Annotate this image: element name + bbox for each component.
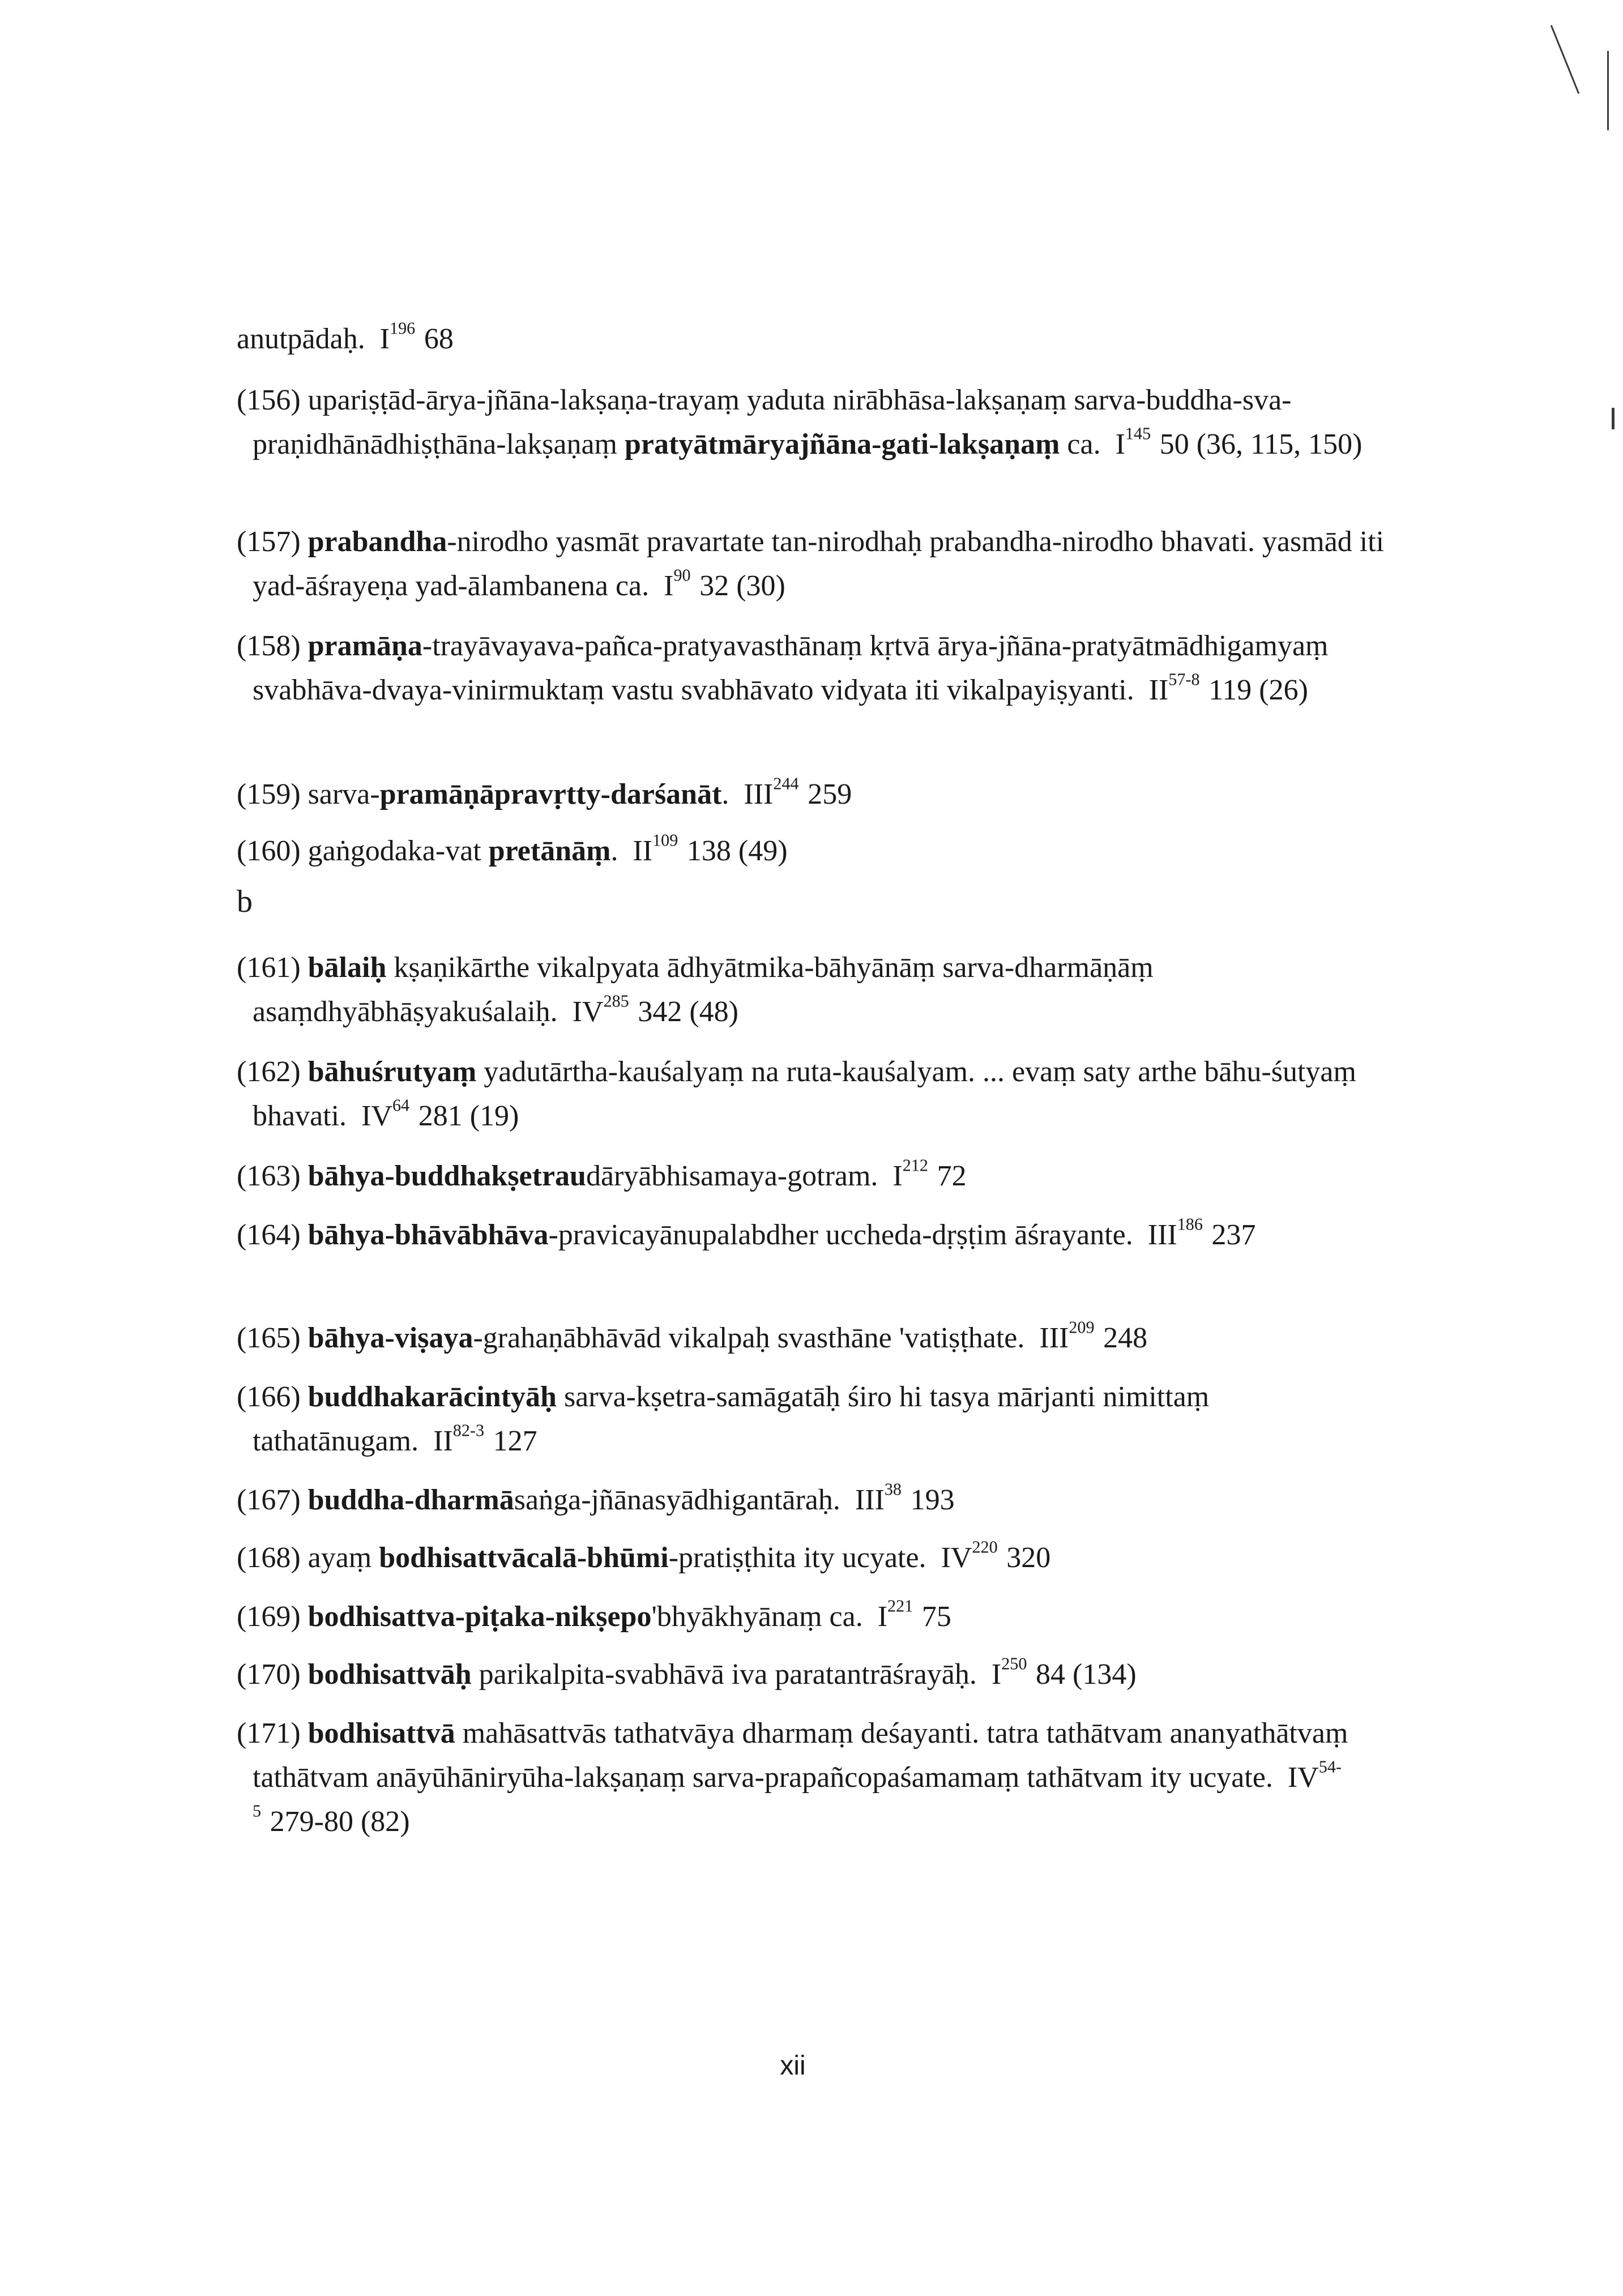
entry-text: -grahaṇābhāvād vikalpaḥ svasthāne 'vatiṣṭhate. [473,1322,1025,1354]
entry-headword: pramāṇa [307,630,422,662]
entry-number: (171) [237,1717,301,1749]
entry-headword: bāhya-viṣaya [307,1322,473,1354]
entry-158 [237,624,1385,712]
entry-headword: pratyātmāryajñāna-gati-lakṣaṇaṃ [624,428,1060,460]
entry-headword: bālaiḥ [307,951,387,984]
entry-159 [237,773,1385,817]
reference: II$^{109}$ 138 (49) [633,830,788,867]
entry-number: (157) [237,526,301,558]
entry-number: (162) [237,1056,301,1088]
entry-number: (170) [237,1658,301,1691]
entry-headword: prabandha [307,526,447,558]
entry-headword: buddhakarācintyāḥ [307,1381,557,1413]
entry-number: (169) [237,1601,301,1633]
entry-headword: bāhya-buddhakṣetrau [307,1160,586,1192]
entry-number: (159) [237,778,301,810]
entry-171 [237,1712,1385,1844]
entry-162 [237,1050,1385,1138]
page-number: xii [780,2051,806,2081]
entry-text: upariṣṭād-ārya-jñāna-lakṣaṇa-trayaṃ yaduta nirābhāsa-lakṣaṇaṃ sarva-buddha-sva-praṇidhānādhiṣṭhāna-lakṣaṇaṃ [253,384,1292,460]
entry-165 [237,1316,1385,1360]
reference: III$^{244}$ 259 [744,774,852,810]
entry-text: 'bhyākhyānaṃ ca. [651,1601,863,1633]
reference: IV$^{54-5}$ 279-80 (82) [253,1757,1342,1838]
entry-text: -nirodho yasmāt pravartate tan-nirodhaḥ prabandha-nirodho bhavati. yasmād iti yad-āśrayeṇa yad-ālambanena ca. [253,526,1385,602]
entry-text: . [721,778,729,810]
entry-156 [237,378,1385,467]
reference: $I^{212}$ 72 [892,1155,967,1192]
entry-text: -trayāvayava-pañca-pratyavasthānaṃ kṛtvā ārya-jñāna-pratyātmādhigamyaṃ svabhāva-dvaya-vinirmuktaṃ vastu svabhāvato vidyata iti vikalpayiṣyanti. [253,630,1329,706]
entry-number: (166) [237,1381,301,1413]
reference: $I^{250}$ 84 (134) [991,1654,1137,1691]
entry-text: . [610,835,618,867]
entry-number: (161) [237,951,301,984]
reference: II$^{82-3}$ 127 [433,1420,537,1457]
entry-text: ayaṃ [307,1542,372,1574]
entry-text: ca. [1067,428,1101,460]
entry-text: mahāsattvās tathatvāya dharmaṃ deśayanti. tatra tathātvam ananyathātvaṃ tathātvam anāyūhāniryūha-lakṣaṇaṃ sarva-prapañcopaśamamaṃ tathātvam ity ucyate. [253,1717,1348,1794]
entry-170 [237,1653,1385,1697]
entry-headword: bodhisattvācalā-bhūmi [379,1542,669,1574]
entry-169 [237,1595,1385,1639]
entry-number: (160) [237,835,301,867]
entry-text: sarva- [307,778,380,810]
reference: III$^{209}$ 248 [1039,1317,1148,1354]
entry-text: sarva-kṣetra-samāgatāḥ śiro hi tasya mārjanti nimittaṃ tathatānugam. [253,1381,1210,1457]
entry-headword: buddha-dharmā [307,1484,514,1516]
entry-number: (164) [237,1219,301,1251]
scan-edge-line [1551,25,1579,94]
entry-160 [237,829,1385,873]
reference: $I^{196}$ 68 [379,318,454,355]
entry-text: yadutārtha-kauśalyaṃ na ruta-kauśalyam. ... evaṃ saty arthe bāhu-śutyaṃ bhavati. [253,1056,1356,1132]
entry-161 [237,946,1385,1034]
entry-text: gaṅgodaka-vat [307,835,481,867]
entry-number: (163) [237,1160,301,1192]
entry-text: dāryābhisamaya-gotram. [586,1160,878,1192]
entry-headword: bodhisattva-piṭaka-nikṣepo [307,1601,652,1633]
entry-text: saṅga-jñānasyādhigantāraḥ. [514,1484,840,1516]
reference: $I^{221}$ 75 [877,1596,951,1633]
entry-headword: pretānāṃ [488,835,611,867]
reference: IV$^{64}$ 281 (19) [361,1095,519,1132]
scan-edge-mark [1612,408,1615,429]
entry-166 [237,1375,1385,1463]
reference: $I^{90}$ 32 (30) [664,565,785,602]
entry-text: anutpādaḥ. [237,323,365,355]
entry-headword: bāhuśrutyaṃ [307,1056,477,1088]
entry-number: (168) [237,1542,301,1574]
entry-headword: pramāṇāpravṛtty-darśanāt [379,778,722,810]
entry-164 [237,1213,1385,1257]
reference: II$^{57-8}$ 119 (26) [1148,669,1308,706]
entry-number: (165) [237,1322,301,1354]
entry-157 [237,520,1385,608]
scan-edge-line [1607,51,1609,130]
entry-headword: bodhisattvā [307,1717,455,1749]
entry-number: (167) [237,1484,301,1516]
entry-text: -pratiṣṭhita ity ucyate. [668,1542,926,1574]
reference: III$^{38}$ 193 [855,1479,955,1516]
entry-headword: bāhya-bhāvābhāva [307,1219,549,1251]
entry-headword: bodhisattvāḥ [307,1658,472,1691]
section-letter: b [237,884,253,919]
reference: $I^{145}$ 50 (36, 115, 150) [1115,424,1363,460]
entry-text: -pravicayānupalabdher uccheda-dṛṣṭim āśrayante. [548,1219,1133,1251]
entry-continuation [237,317,1385,361]
reference: III$^{186}$ 237 [1147,1214,1256,1251]
entry-168 [237,1536,1385,1580]
entry-text: parikalpita-svabhāvā iva paratantrāśrayāḥ. [479,1658,977,1691]
entry-text: kṣaṇikārthe vikalpyata ādhyātmika-bāhyānāṃ sarva-dharmāṇāṃ asaṃdhyābhāṣyakuśalaiḥ. [253,951,1154,1028]
reference: IV$^{285}$ 342 (48) [572,991,738,1028]
entry-number: (156) [237,384,301,416]
entry-167 [237,1478,1385,1522]
entry-163 [237,1154,1385,1198]
entry-number: (158) [237,630,301,662]
reference: IV$^{220}$ 320 [941,1537,1051,1574]
